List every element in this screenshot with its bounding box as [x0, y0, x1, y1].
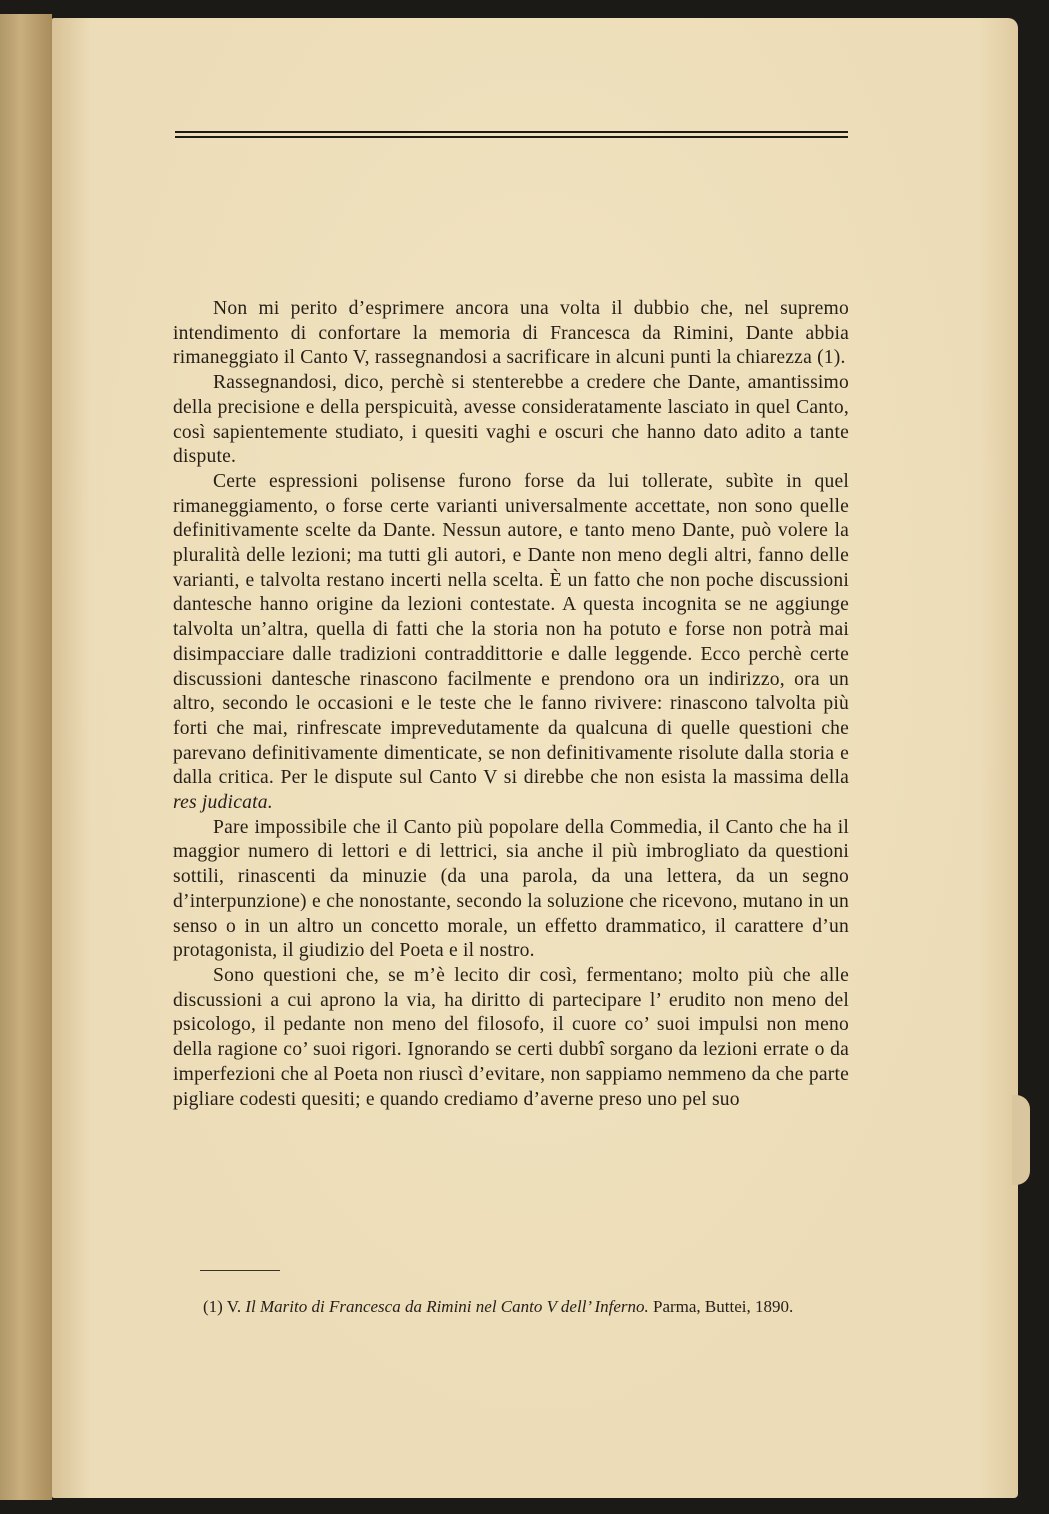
- paragraph-2: Rassegnandosi, dico, perchè si stenterebbe a credere che Dante, amantissimo della precisione e della perspicuità, avesse consideratamente lasciato in quel Canto, così sapientemente studiato, i quesiti vaghi e oscuri che hanno dato adito a tante dispute.: [173, 372, 849, 468]
- paragraph-1: Non mi perito d’esprimere ancora una volta il dubbio che, nel supremo intendimento di confortare la memoria di Francesca da Rimini, Dante abbia rimaneggiato il Canto V, rassegnandosi a sacrificare in alcuni punti la chiarezza (1).: [173, 298, 849, 369]
- footnote-publisher: Parma, Buttei, 1890.: [653, 1297, 794, 1316]
- paragraph-5: Sono questioni che, se m’è lecito dir così, fermentano; molto più che alle discussioni a cui aprono la via, ha diritto di partecipare l’ erudito non meno del psicologo, il pedante non meno del filosofo, il cuore co’ suoi impulsi non meno della ragione co’ suoi rigori. Ignorando se certi dubbî sorgano da lezioni errate o da imperfezioni che al Poeta non riuscì d’evitare, non sappiamo nemmeno da che parte pigliare codesti quesiti; e quando crediamo d’averne preso uno pel suo: [173, 964, 849, 1110]
- header-rule-bottom: [175, 136, 848, 138]
- footnote-separator: [200, 1270, 280, 1271]
- footnote-marker: (1) V.: [203, 1297, 242, 1316]
- paragraph-3-text: Certe espressioni polisense furono forse da lui tollerate, subìte in quel rimaneggiamento, o forse certe varianti universalmente accettate, non sono quelle definitivamente scelte da Dante. Nessun autore, e tanto meno Dante, può volere la pluralità delle lezioni; ma tutti gli autori, e Dante non meno degli altri, fanno delle varianti, e talvolta restano incerti nella scelta. È un fatto che non poche discussioni dantesche hanno origine da lezioni contestate. A questa incognita se ne aggiunge talvolta un’altra, quella di fatti che la storia non ha potuto e forse non potrà mai disimpacciare dalle tradizioni contraddittorie e dalle leggende. Ecco perchè certe discussioni dantesche rinascono facilmente e prendono ora un indirizzo, ora un altro, secondo le occasioni e le teste che le fanno rivivere: rinascono talvolta più forti che mai, rinfrescate imprevedutamente da qualcuna di quelle questioni che parevano definitivamente dimenticate, se non definitivamente risolute dalla storia e dalla critica. Per le dispute sul Canto V si direbbe che non esista la massima della: [173, 470, 849, 789]
- main-text: [173, 297, 849, 1112]
- header-rule-top: [175, 131, 848, 133]
- footnote: [173, 1295, 849, 1319]
- facing-page-edge: [0, 14, 52, 1500]
- paragraph-3: [173, 470, 849, 816]
- paragraph-4: Pare impossibile che il Canto più popolare della Commedia, il Canto che ha il maggior numero di lettori e di lettrici, sia anche il più imbrogliato da questioni sottili, rinascenti da minuzie (da una parola, da una lettera, da un segno d’interpunzione) e che nonostante, secondo la soluzione che ricevono, mutano in un senso o in un altro un concetto morale, un effetto drammatico, il carattere d’un protagonista, il giudizio del Poeta e il nostro.: [173, 816, 849, 962]
- page-tab: [1012, 1095, 1030, 1185]
- footnote-title: Il Marito di Francesca da Rimini nel Canto V dell’ Inferno.: [245, 1297, 649, 1316]
- italic-phrase: res judicata.: [173, 792, 273, 814]
